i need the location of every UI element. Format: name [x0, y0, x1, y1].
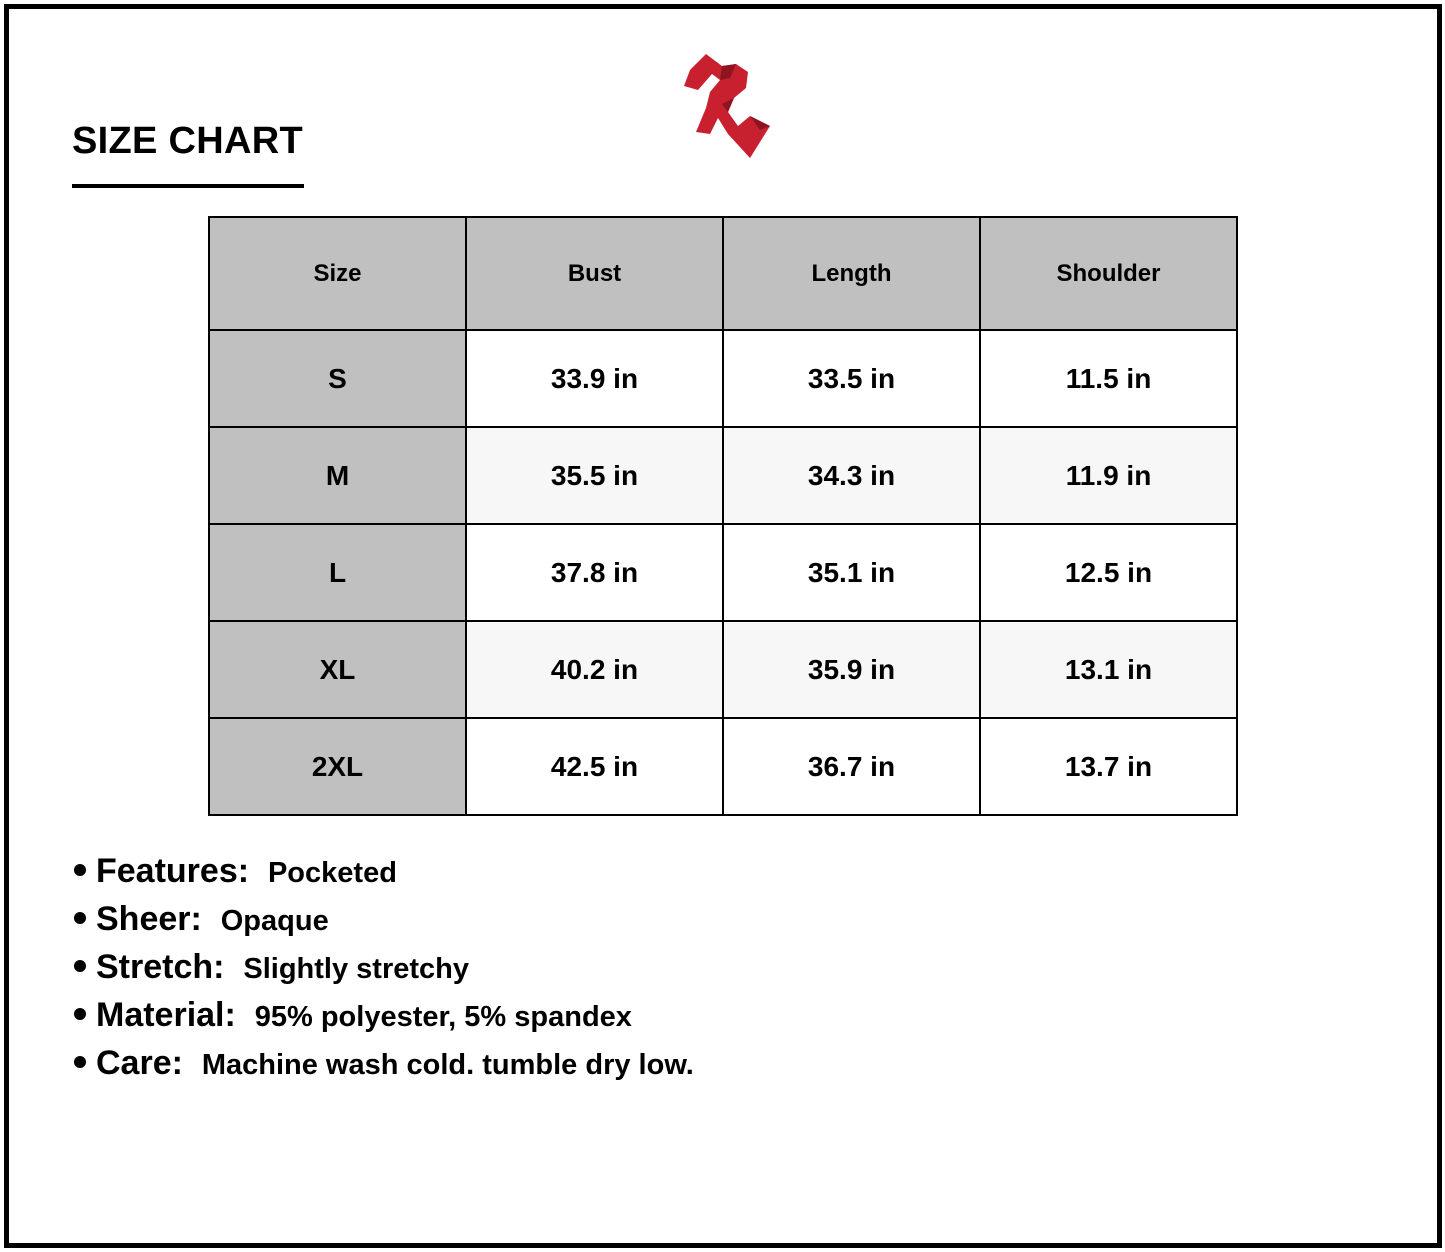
- spec-value: 95% polyester, 5% spandex: [254, 1001, 632, 1033]
- length-cell: 33.5 in: [723, 330, 980, 427]
- size-cell: S: [209, 330, 466, 427]
- bust-cell: 33.9 in: [466, 330, 723, 427]
- column-header-shoulder: Shoulder: [980, 217, 1237, 330]
- size-chart-table: [208, 216, 1238, 816]
- page-title: SIZE CHART: [72, 120, 303, 162]
- shoulder-cell: 11.9 in: [980, 427, 1237, 524]
- shoulder-cell: 12.5 in: [980, 524, 1237, 621]
- table-row: [209, 621, 1237, 718]
- table-row: [209, 330, 1237, 427]
- size-cell: 2XL: [209, 718, 466, 815]
- title-underline: [72, 184, 304, 188]
- size-cell: XL: [209, 621, 466, 718]
- table-header-row: [209, 217, 1237, 330]
- spec-label: Material:: [96, 996, 236, 1034]
- spec-value: Pocketed: [267, 857, 397, 889]
- length-cell: 36.7 in: [723, 718, 980, 815]
- spec-value: Opaque: [220, 905, 329, 937]
- brand-logo: [628, 52, 818, 197]
- stylized-r-logo-icon: [676, 52, 772, 162]
- spec-label: Stretch:: [96, 948, 225, 986]
- bust-cell: 37.8 in: [466, 524, 723, 621]
- spec-label: Sheer:: [96, 900, 202, 938]
- shoulder-cell: 13.1 in: [980, 621, 1237, 718]
- bullet-icon: [74, 1008, 86, 1020]
- size-cell: L: [209, 524, 466, 621]
- column-header-bust: Bust: [466, 217, 723, 330]
- length-cell: 35.1 in: [723, 524, 980, 621]
- bust-cell: 40.2 in: [466, 621, 723, 718]
- spec-value: Slightly stretchy: [243, 953, 469, 985]
- column-header-size: Size: [209, 217, 466, 330]
- spec-value: Machine wash cold. tumble dry low.: [201, 1049, 694, 1081]
- spec-label: Features:: [96, 852, 250, 890]
- size-cell: M: [209, 427, 466, 524]
- table-row: [209, 427, 1237, 524]
- bullet-icon: [74, 960, 86, 972]
- bust-cell: 42.5 in: [466, 718, 723, 815]
- shoulder-cell: 11.5 in: [980, 330, 1237, 427]
- table-row: [209, 524, 1237, 621]
- length-cell: 35.9 in: [723, 621, 980, 718]
- bust-cell: 35.5 in: [466, 427, 723, 524]
- table-row: [209, 718, 1237, 815]
- bullet-icon: [74, 912, 86, 924]
- shoulder-cell: 13.7 in: [980, 718, 1237, 815]
- spec-label: Care:: [96, 1044, 183, 1082]
- bullet-icon: [74, 864, 86, 876]
- length-cell: 34.3 in: [723, 427, 980, 524]
- bullet-icon: [74, 1056, 86, 1068]
- column-header-length: Length: [723, 217, 980, 330]
